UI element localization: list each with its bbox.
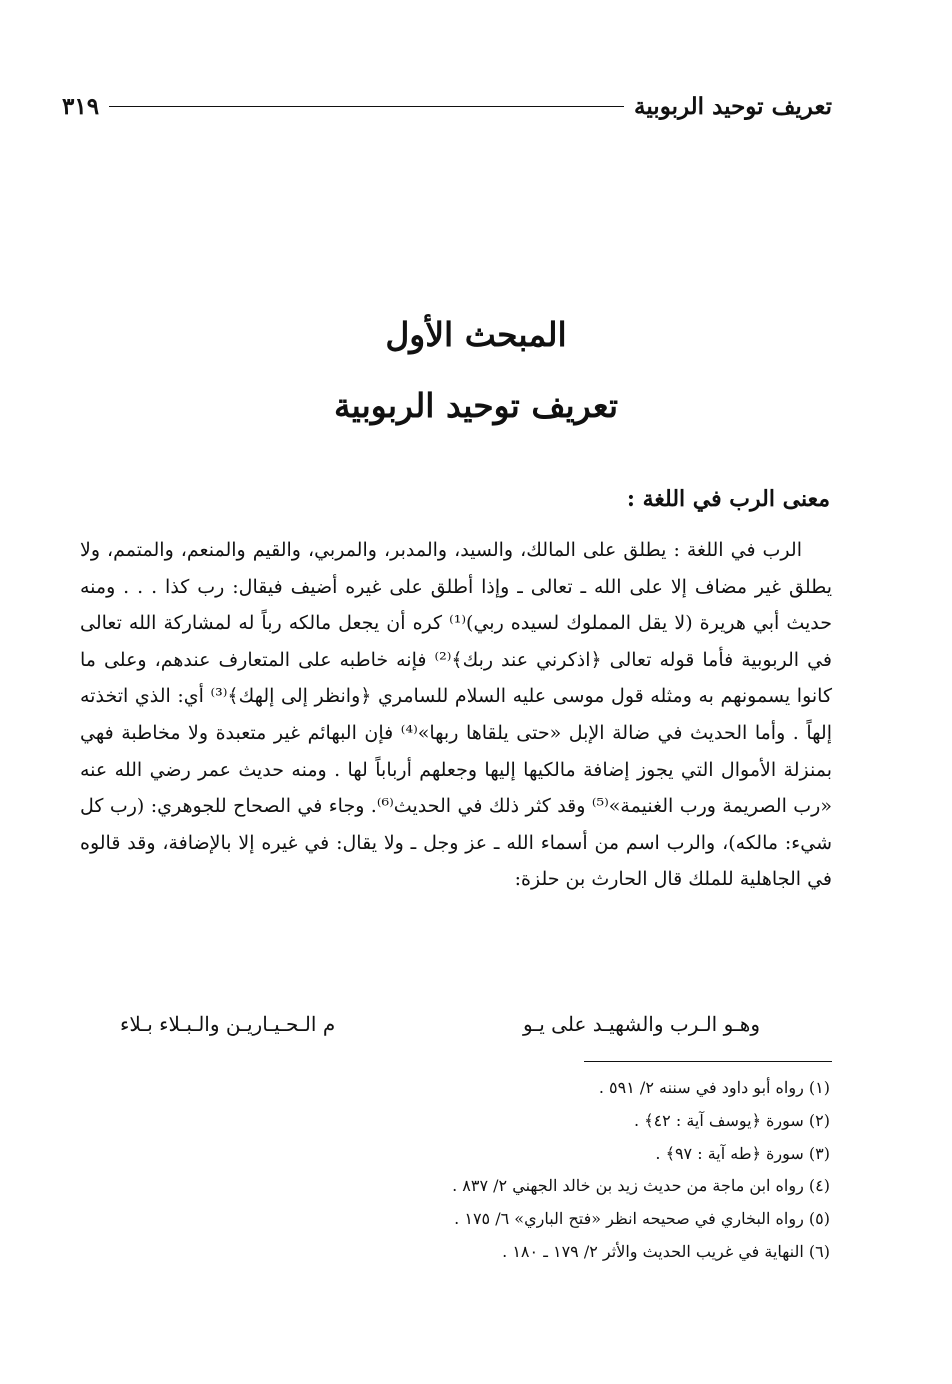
- footnote-3: (٣) سورة ﴿طه آية : ٩٧﴾ .: [655, 1143, 830, 1163]
- verse-second-hemistich: م الـحـيـاريـن والـبـلاء بـلاء: [120, 1012, 336, 1036]
- footnote-1: (١) رواه أبو داود في سننه ٢/ ٥٩١ .: [598, 1078, 830, 1097]
- chapter-title: تعريف توحيد الربوبية: [333, 386, 619, 425]
- footnotes: [230, 1072, 830, 1269]
- body-paragraph: الرب في اللغة : يطلق على المالك، والسيد، والمدبر، والمربي، والقيم والمنعم، والمتمم، ولا يطلق غير مضاف إلا على الله ـ تعالى ـ وإذا أطلق على غيره أضيف فيقال: رب كذا . . . ومنه حديث أبي هريرة (لا يقل المملوك لسيده ربي)⁽¹⁾ كره أن يجعل مالكه رباً له لمشاركة الله تعالى في الربوبية فأما قوله تعالى ﴿اذكرني عند ربك﴾⁽²⁾ فإنه خاطبه على المتعارف عندهم، وعلى ما كانوا يسمونهم به ومثله قول موسى عليه السلام للسامري ﴿وانظر إلى إلهك﴾⁽³⁾ أي: الذي اتخذته إلهاً . وأما الحديث في ضالة الإبل «حتى يلقاها ربها»⁽⁴⁾ فإن البهائم غير متعبدة ولا مخاطبة فهي بمنزلة الأموال التي يجوز إضافة مالكيها إليها وجعلهم أرباباً لها . ومنه حديث عمر رضي الله عنه «رب الصريمة ورب الغنيمة»⁽⁵⁾ وقد كثر ذلك في الحديث⁽⁶⁾. وجاء في الصحاح للجوهري: (رب كل شيء: مالكه)، والرب اسم من أسماء الله ـ عز وجل ـ ولا يقال: في غيره إلا بالإضافة، وقد قالوه في الجاهلية للملك قال الحارث بن حلزة:: [80, 539, 833, 891]
- footnote-2: (٢) سورة ﴿يوسف آية : ٤٢﴾ .: [634, 1110, 830, 1130]
- footnote-separator: [584, 1061, 832, 1062]
- chapter-heading: المبحث الأول: [385, 315, 567, 354]
- footnote-4: (٤) رواه ابن ماجة من حديث زيد بن خالد الجهني ٢/ ٨٣٧ .: [452, 1176, 830, 1196]
- footnote-6: (٦) النهاية في غريب الحديث والأثر ٢/ ١٧٩ ـ ١٨٠ .: [502, 1241, 830, 1261]
- poetry-verse: [120, 1004, 760, 1044]
- running-header: [62, 86, 832, 126]
- header-rule: [109, 106, 624, 107]
- body-text: [80, 532, 832, 898]
- section-subheading: معنى الرب في اللغة :: [626, 486, 830, 512]
- page-number: ٣١٩: [62, 92, 100, 120]
- footnote-5: (٥) رواه البخاري في صحيحه انظر «فتح الباري» ٦/ ١٧٥ .: [454, 1209, 830, 1229]
- running-title: تعريف توحيد الربوبية: [634, 92, 832, 120]
- verse-first-hemistich: وهـو الـرب والشهيـد على يـو: [523, 1012, 760, 1036]
